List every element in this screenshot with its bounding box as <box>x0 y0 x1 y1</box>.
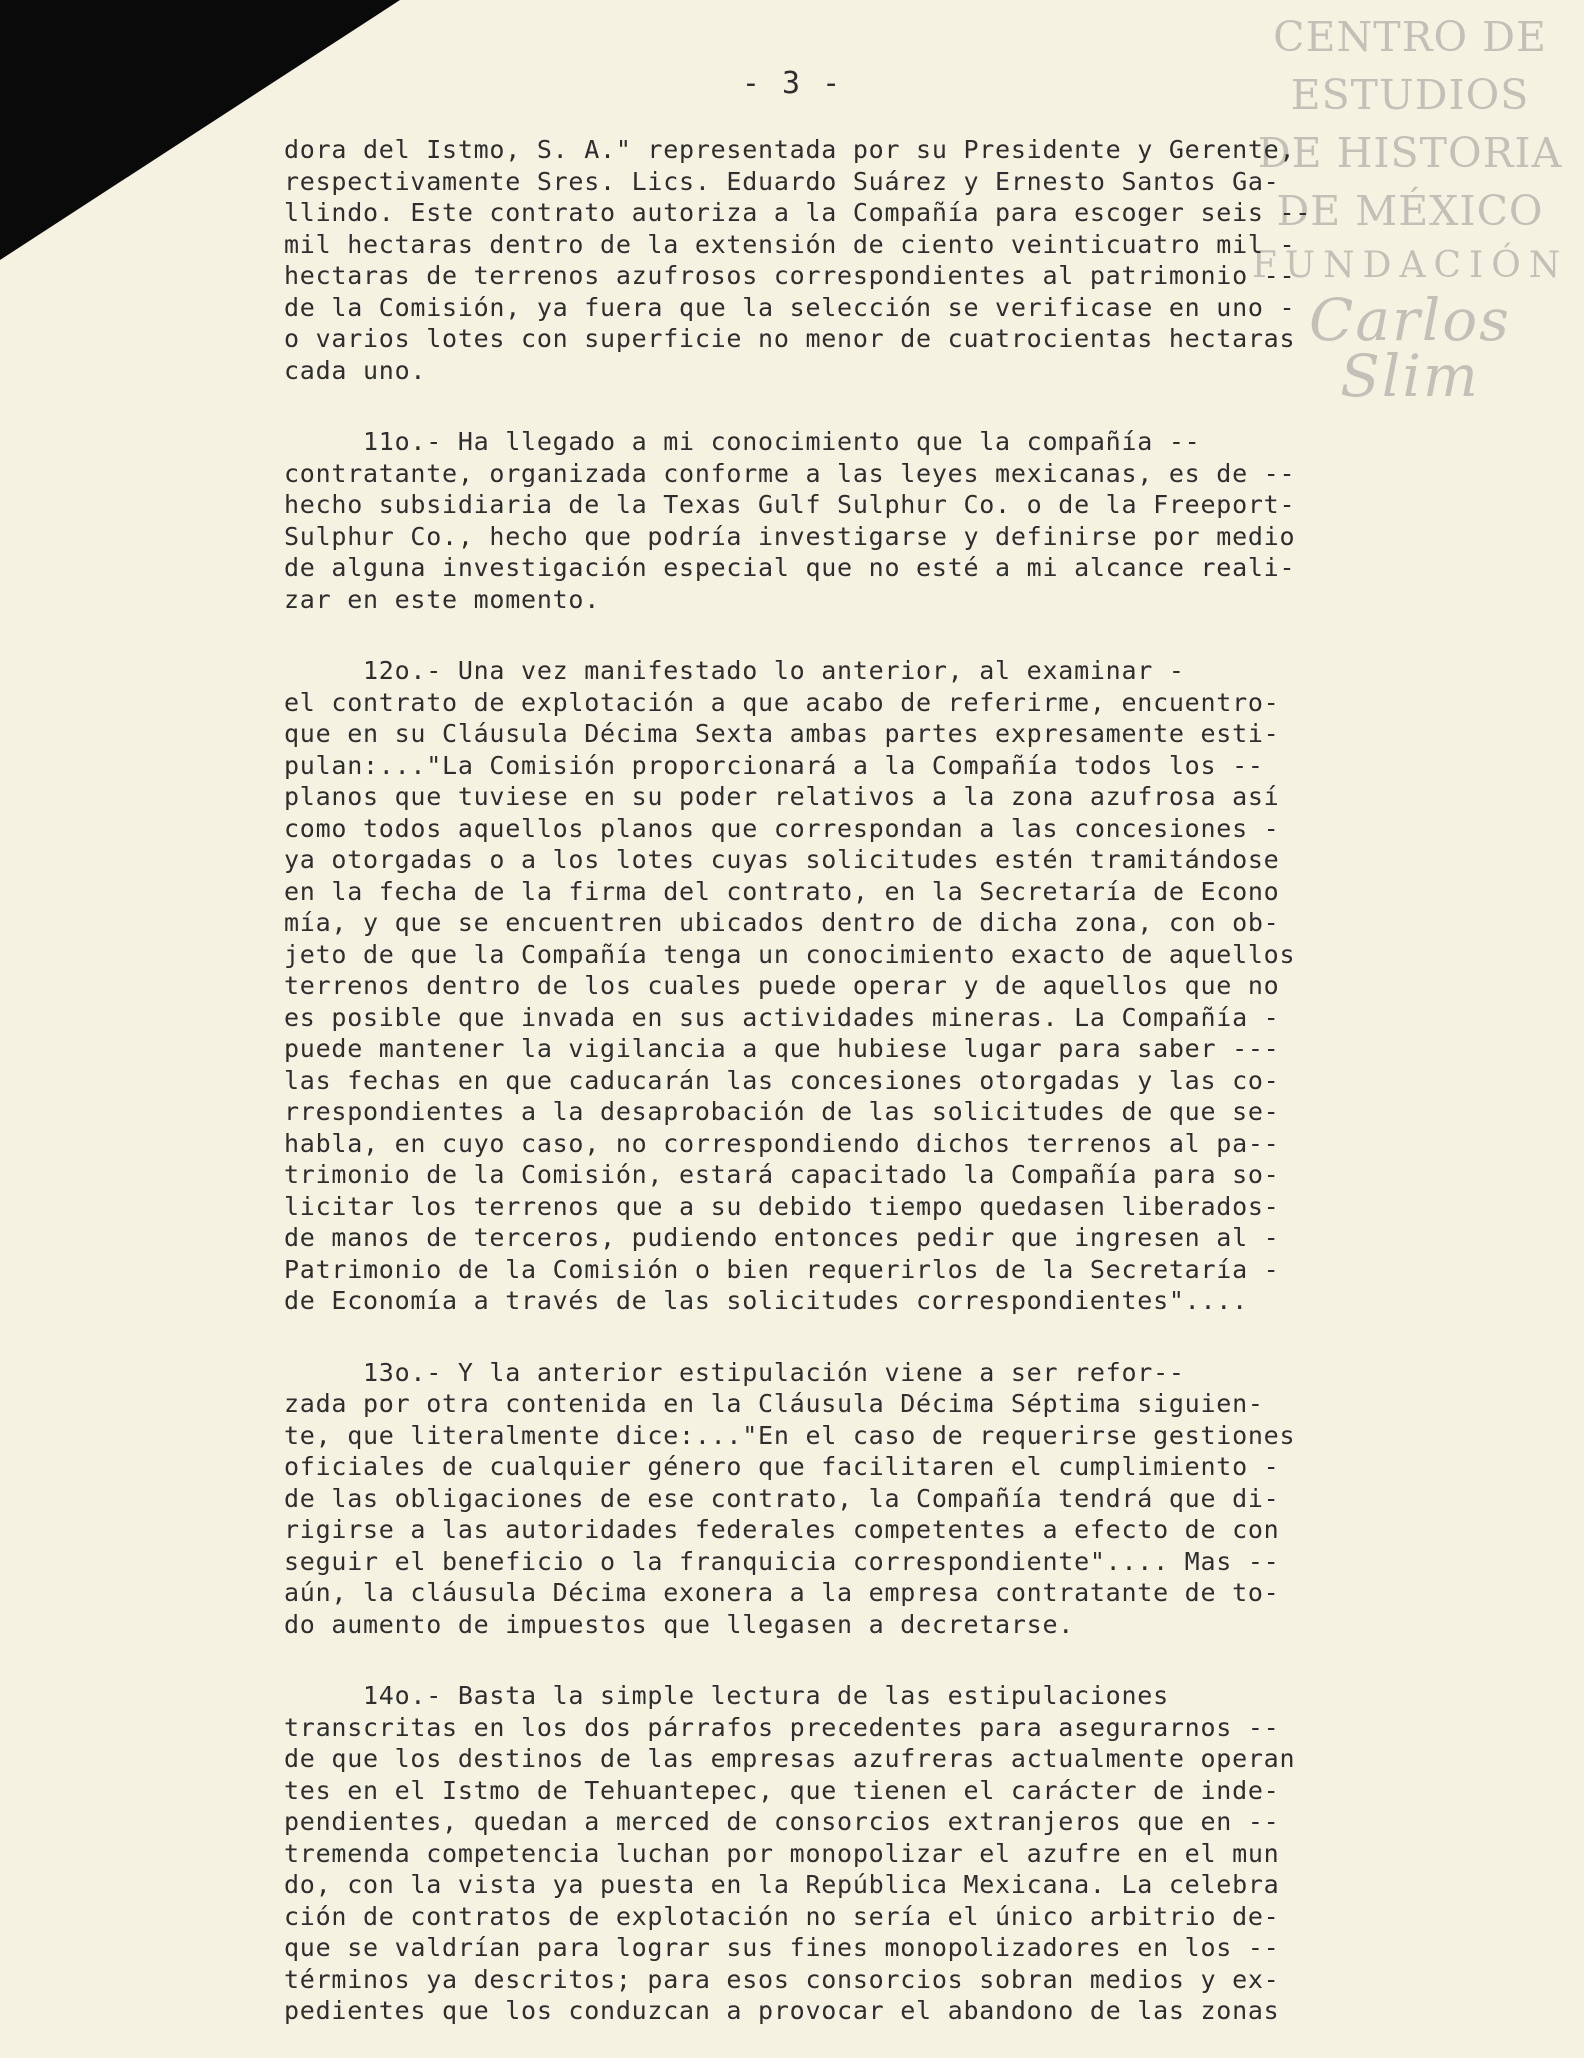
text-line: de que los destinos de las empresas azufreras actualmente operan <box>284 1744 1296 1773</box>
text-line: en la fecha de la firma del contrato, en la Secretaría de Econo <box>284 876 1280 906</box>
text-line: que en su Cláusula Décima Sexta ambas partes expresamente esti- <box>284 719 1280 748</box>
text-line: pulan:..."La Comisión proporcionará a la Compañía todos los -- <box>284 750 1264 780</box>
text-line: 12o.- Una vez manifestado lo anterior, al examinar - <box>284 656 1185 685</box>
text-line: como todos aquellos planos que correspondan a las concesiones - <box>284 813 1280 843</box>
text-line: habla, en cuyo caso, no correspondiendo dichos terrenos al pa-- <box>284 1128 1280 1158</box>
typewritten-text <box>284 134 1504 2027</box>
text-line: mía, y que se encuentren ubicados dentro de dicha zona, con ob- <box>284 908 1280 937</box>
text-line: aún, la cláusula Décima exonera a la empresa contratante de to- <box>284 1578 1280 1607</box>
text-line: términos ya descritos; para esos consorcios sobran medios y ex- <box>284 1964 1280 1994</box>
text-line: es posible que invada en sus actividades mineras. La Compañía - <box>284 1002 1280 1032</box>
text-line: de Economía a través de las solicitudes correspondientes".... <box>284 1286 1248 1315</box>
text-line: Patrimonio de la Comisión o bien requerirlos de la Secretaría - <box>284 1254 1280 1284</box>
text-line: planos que tuviese en su poder relativos a la zona azufrosa así <box>284 782 1280 811</box>
paragraph-gap <box>284 615 1504 655</box>
text-line: 14o.- Basta la simple lectura de las estipulaciones <box>284 1681 1169 1710</box>
text-line: seguir el beneficio o la franquicia correspondiente".... Mas -- <box>284 1546 1280 1576</box>
text-line: terrenos dentro de los cuales puede operar y de aquellos que no <box>284 971 1280 1000</box>
text-line: de alguna investigación especial que no esté a mi alcance reali- <box>284 553 1296 582</box>
watermark-line: DE HISTORIA <box>1257 129 1563 177</box>
text-line: de manos de terceros, pudiendo entonces pedir que ingresen al - <box>284 1223 1280 1252</box>
text-line: de la Comisión, ya fuera que la selección se verificase en uno - <box>284 292 1296 322</box>
paragraph-gap <box>284 1640 1504 1680</box>
text-line: el contrato de explotación a que acabo de referirme, encuentro- <box>284 687 1280 717</box>
text-line: respectivamente Sres. Lics. Eduardo Suárez y Ernesto Santos Ga- <box>284 166 1280 196</box>
paragraph-13 <box>284 1357 1504 1641</box>
text-line: licitar los terrenos que a su debido tiempo quedasen liberados- <box>284 1191 1280 1221</box>
text-line: zar en este momento. <box>284 584 601 614</box>
watermark-signature: Carlos Slim <box>1309 286 1511 410</box>
text-line: o varios lotes con superficie no menor de cuatrocientas hectaras <box>284 324 1296 353</box>
text-line: de las obligaciones de ese contrato, la Compañía tendrá que di- <box>284 1483 1280 1513</box>
text-line: las fechas en que caducarán las concesiones otorgadas y las co- <box>284 1065 1280 1095</box>
text-line: ya otorgadas o a los lotes cuyas solicitudes estén tramitándose <box>284 845 1280 874</box>
text-line: tremenda competencia luchan por monopolizar el azufre en el mun <box>284 1838 1280 1868</box>
text-line: hectaras de terrenos azufrosos correspondientes al patrimonio -- <box>284 261 1296 290</box>
text-line: zada por otra contenida en la Cláusula Décima Séptima siguien- <box>284 1389 1264 1418</box>
text-line: hecho subsidiaria de la Texas Gulf Sulphur Co. o de la Freeport- <box>284 490 1296 519</box>
text-line: tes en el Istmo de Tehuantepec, que tienen el carácter de inde- <box>284 1775 1280 1805</box>
text-line: llindo. Este contrato autoriza a la Compañía para escoger seis -- <box>284 198 1312 227</box>
text-line: que se valdrían para lograr sus fines monopolizadores en los -- <box>284 1933 1280 1962</box>
text-line: do, con la vista ya puesta en la República Mexicana. La celebra <box>284 1870 1280 1899</box>
text-line: 13o.- Y la anterior estipulación viene a ser refor-- <box>284 1357 1185 1387</box>
text-line: 11o.- Ha llegado a mi conocimiento que la compañía -- <box>284 427 1201 456</box>
text-line: cada uno. <box>284 355 427 385</box>
text-line: dora del Istmo, S. A." representada por su Presidente y Gerente, <box>284 135 1296 164</box>
text-line: oficiales de cualquier género que facilitaren el cumplimiento - <box>284 1452 1280 1481</box>
text-line: Sulphur Co., hecho que podría investigarse y definirse por medio <box>284 521 1296 551</box>
paragraph-11 <box>284 426 1504 615</box>
text-line: rigirse a las autoridades federales competentes a efecto de con <box>284 1515 1280 1544</box>
watermark-line: ESTUDIOS <box>1290 71 1530 119</box>
text-line: rrespondientes a la desaprobación de las solicitudes de que se- <box>284 1097 1280 1126</box>
text-line: te, que literalmente dice:..."En el caso de requerirse gestiones <box>284 1420 1296 1450</box>
text-line: ción de contratos de explotación no sería el único arbitrio de- <box>284 1901 1280 1931</box>
text-line: puede mantener la vigilancia a que hubiese lugar para saber --- <box>284 1034 1280 1063</box>
paragraph-gap <box>284 386 1504 426</box>
paragraph-12 <box>284 655 1504 1317</box>
watermark-line: CENTRO DE <box>1273 13 1547 61</box>
paragraph-gap <box>284 1317 1504 1357</box>
text-line: mil hectaras dentro de la extensión de ciento veinticuatro mil - <box>284 229 1296 259</box>
text-line: trimonio de la Comisión, estará capacitado la Compañía para so- <box>284 1160 1280 1189</box>
paragraph-intro <box>284 134 1504 386</box>
text-line: pendientes, quedan a merced de consorcios extranjeros que en -- <box>284 1807 1280 1836</box>
text-line: do aumento de impuestos que llegasen a decretarse. <box>284 1609 1075 1639</box>
text-line: transcritas en los dos párrafos precedentes para asegurarnos -- <box>284 1712 1280 1742</box>
page-number: - 3 - <box>741 66 843 101</box>
paragraph-14 <box>284 1680 1504 2027</box>
text-line: pedientes que los conduzcan a provocar el abandono de las zonas <box>284 1996 1280 2025</box>
watermark-line: DE MÉXICO <box>1276 187 1544 235</box>
text-line: contratante, organizada conforme a las leyes mexicanas, es de -- <box>284 458 1296 488</box>
text-line: jeto de que la Compañía tenga un conocimiento exacto de aquellos <box>284 939 1296 969</box>
watermark-foundation: FUNDACIÓN <box>1251 245 1569 286</box>
